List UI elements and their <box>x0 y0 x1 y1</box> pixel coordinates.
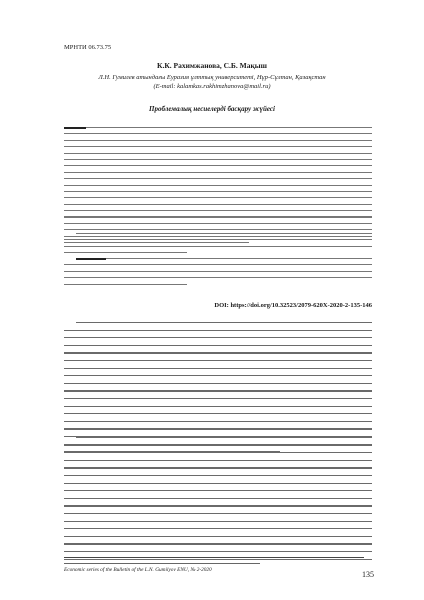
keywords-label <box>76 258 106 260</box>
keywords-block <box>64 258 372 290</box>
authors: К.К. Рахимжанова, С.Б. Мақыш <box>157 61 267 70</box>
journal-name-kz <box>64 563 260 564</box>
footer-rule <box>64 557 364 558</box>
body-paragraph-2 <box>64 437 372 566</box>
affiliation <box>40 73 384 91</box>
abstract-label <box>64 127 86 129</box>
article-title: Проблемалық несиелерді басқару жүйесі <box>149 105 275 113</box>
udc-code: МРНТИ 06.73.75 <box>64 44 112 51</box>
journal-footer <box>64 560 260 574</box>
page-number: 135 <box>362 570 374 579</box>
doi-link[interactable]: DOI: https://doi.org/10.32523/2079-620X-2020-2-135-146 <box>214 302 372 309</box>
author-email: (E-mail: kalamkas.rakhimzhanova@mail.ru) <box>153 83 271 90</box>
abstract-paragraph-2 <box>64 233 372 259</box>
affiliation-institution: Л.Н. Гумилев атындағы Еуразия ұлттық университеті, Нұр-Сұлтан, Қазақстан <box>98 74 326 81</box>
abstract-block <box>64 127 372 248</box>
journal-name-en: Economic series of the Bulletin of the L.N. Gumilyov ENU, № 2-2020 <box>64 567 212 573</box>
